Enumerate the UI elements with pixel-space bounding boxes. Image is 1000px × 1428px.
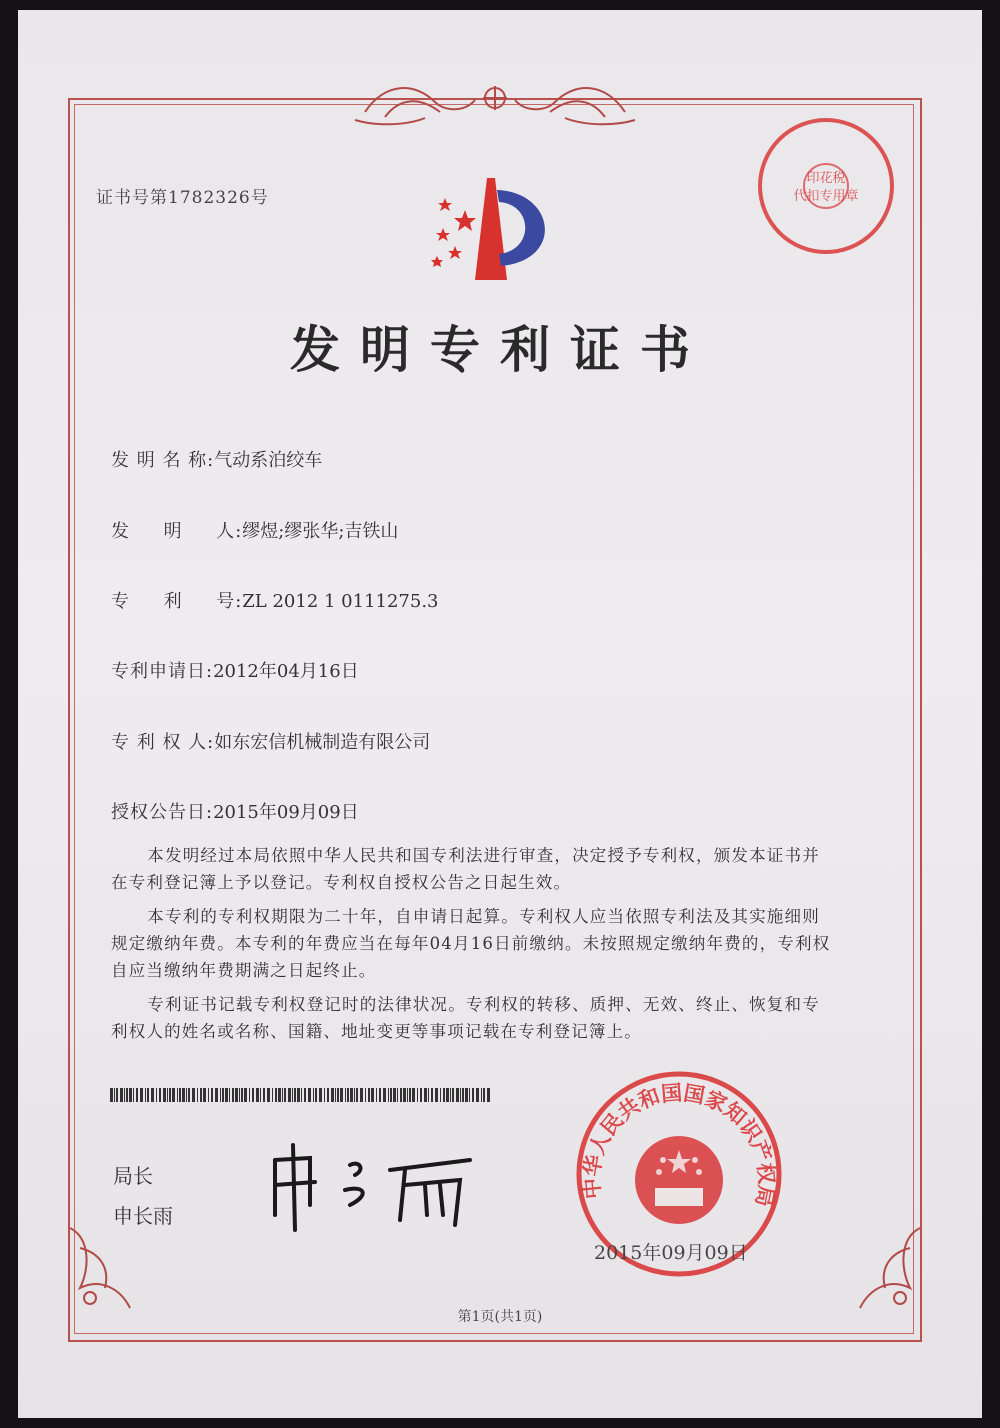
barcode-bar: [211, 1088, 213, 1102]
field-value: 缪煜;缪张华;吉铁山: [242, 521, 399, 542]
barcode-bar: [350, 1088, 353, 1102]
barcode-bar: [403, 1088, 406, 1102]
barcode-bar: [249, 1088, 250, 1102]
issue-date: 2015年09月09日: [594, 1242, 748, 1264]
barcode-bar: [443, 1088, 445, 1102]
barcode-bar: [412, 1088, 415, 1102]
barcode-bar: [220, 1088, 221, 1102]
field-value: ZL 2012 1 0111275.3: [242, 591, 439, 612]
barcode-bar: [256, 1088, 259, 1102]
barcode-bar: [186, 1088, 187, 1102]
barcode-bar: [275, 1088, 277, 1102]
barcode-bar: [263, 1088, 265, 1102]
barcode-bar: [319, 1088, 322, 1102]
barcode-bar: [465, 1088, 468, 1102]
top-ornament-icon: [345, 72, 645, 130]
barcode-bar: [188, 1088, 190, 1102]
barcode-bar: [469, 1088, 470, 1102]
field-label: 发 明 人:: [111, 521, 243, 542]
barcode-bar: [297, 1088, 300, 1102]
barcode-bar: [136, 1088, 138, 1102]
barcode-bar: [116, 1088, 118, 1102]
field-value: 2012年04月16日: [213, 661, 359, 682]
corner-ornament-icon: [820, 1208, 930, 1318]
barcode-bar: [172, 1088, 175, 1102]
field-label: 发 明 名 称:: [111, 450, 215, 471]
svg-text:印花税: 印花税: [806, 171, 846, 186]
barcode-bar: [282, 1088, 283, 1102]
body-paragraph: 本发明经过本局依照中华人民共和国专利法进行审查，决定授予专利权，颁发本证书并在专利登记簿上予以登记。专利权自授权公告之日起生效。: [111, 846, 820, 892]
barcode-bar: [239, 1088, 240, 1102]
barcode-bar: [324, 1088, 325, 1102]
barcode-bar: [483, 1088, 485, 1102]
barcode-bar: [222, 1088, 224, 1102]
barcode-bar: [487, 1088, 490, 1102]
barcode-bar: [308, 1088, 311, 1102]
barcode-bar: [272, 1088, 273, 1102]
director-signature: [255, 1130, 495, 1240]
barcode-bar: [428, 1088, 429, 1102]
barcode-bar: [179, 1088, 181, 1102]
barcode-bar: [354, 1088, 355, 1102]
barcode-bar: [476, 1088, 479, 1102]
barcode-bar: [126, 1088, 128, 1102]
barcode-bar: [388, 1088, 389, 1102]
barcode-bar: [424, 1088, 427, 1102]
barcode-bar: [140, 1088, 143, 1102]
barcode-bar: [397, 1088, 398, 1102]
barcode-bar: [260, 1088, 261, 1102]
certificate-number: 证书号第1782326号: [96, 188, 269, 208]
barcode-bar: [417, 1088, 418, 1102]
barcode-bar: [124, 1088, 125, 1102]
barcode-bar: [203, 1088, 206, 1102]
barcode-bar: [208, 1088, 209, 1102]
barcode-bar: [407, 1088, 408, 1102]
barcode-bar: [393, 1088, 396, 1102]
barcode-bar: [376, 1088, 377, 1102]
tax-stamp-seal-icon: [752, 112, 900, 260]
field-value: 气动系泊绞车: [214, 450, 323, 471]
barcode-bar: [151, 1088, 154, 1102]
field-label: 专 利 号:: [111, 591, 243, 612]
barcode-bar: [156, 1088, 157, 1102]
barcode-bar: [133, 1088, 134, 1102]
barcode-bar: [229, 1088, 230, 1102]
barcode-bar: [120, 1088, 123, 1102]
field-invention-name: [111, 446, 322, 472]
barcode-bar: [440, 1088, 441, 1102]
barcode-bar: [450, 1088, 451, 1102]
barcode-bar: [147, 1088, 149, 1102]
barcode-bar: [284, 1088, 286, 1102]
barcode-bar: [327, 1088, 329, 1102]
barcode-bar: [197, 1088, 198, 1102]
barcode-bar: [315, 1088, 317, 1102]
barcode-bar: [446, 1088, 449, 1102]
field-label: 授权公告日:: [111, 802, 214, 823]
barcode-bar: [278, 1088, 281, 1102]
barcode-bar: [379, 1088, 381, 1102]
field-inventors: [111, 517, 398, 543]
barcode-bar: [472, 1088, 474, 1102]
barcode-bar: [383, 1088, 386, 1102]
field-label: 专利申请日:: [111, 661, 214, 682]
barcode-bar: [304, 1088, 306, 1102]
barcode-bar: [313, 1088, 314, 1102]
barcode-bar: [235, 1088, 238, 1102]
barcode-bar: [431, 1088, 433, 1102]
field-application-date: [111, 657, 359, 683]
barcode-bar: [225, 1088, 228, 1102]
barcode-bar: [345, 1088, 346, 1102]
barcode-bar: [460, 1088, 461, 1102]
barcode-bar: [232, 1088, 234, 1102]
barcode-bar: [456, 1088, 459, 1102]
barcode-bar: [347, 1088, 349, 1102]
barcode-bar: [368, 1088, 370, 1102]
barcode-bar: [390, 1088, 392, 1102]
national-emblem-icon: [635, 1136, 723, 1224]
patent-office-logo-icon: [415, 170, 575, 290]
certificate-title: 发明专利证书: [290, 321, 710, 379]
barcode-bar: [159, 1088, 161, 1102]
barcode-bar: [371, 1088, 374, 1102]
barcode-bar: [114, 1088, 115, 1102]
barcode-bar: [267, 1088, 270, 1102]
body-paragraph: 本专利的专利权期限为二十年，自申请日起算。专利权人应当依照专利法及其实施细则规定缴纳年费。本专利的年费应当在每年04月16日前缴纳。未按照规定缴纳年费的，专利权自应当缴纳年费期满之日起终止。: [111, 907, 831, 980]
director-name: 申长雨: [113, 1204, 173, 1228]
barcode-bar: [182, 1088, 185, 1102]
barcode-bar: [145, 1088, 146, 1102]
barcode-bar: [288, 1088, 291, 1102]
field-value: 2015年09月09日: [213, 802, 359, 823]
barcode-bar: [110, 1088, 113, 1102]
barcode-bar: [340, 1088, 343, 1102]
barcode-bar: [365, 1088, 366, 1102]
field-grant-date: [111, 798, 359, 824]
barcode-bar: [481, 1088, 482, 1102]
barcode-bar: [167, 1088, 168, 1102]
barcode-bar: [335, 1088, 336, 1102]
barcode-bar: [360, 1088, 363, 1102]
page-number: 第1页(共1页): [457, 1309, 543, 1325]
barcode-bar: [215, 1088, 218, 1102]
barcode-bar: [462, 1088, 464, 1102]
field-patent-number: [111, 587, 439, 613]
field-patentee: [111, 728, 430, 754]
barcode-bar: [435, 1088, 438, 1102]
barcode-bar: [400, 1088, 402, 1102]
barcode-bar: [129, 1088, 132, 1102]
barcode: [110, 1088, 490, 1102]
barcode-bar: [294, 1088, 296, 1102]
barcode-bar: [337, 1088, 339, 1102]
barcode-bar: [301, 1088, 302, 1102]
barcode-bar: [177, 1088, 178, 1102]
field-label: 专 利 权 人:: [111, 732, 215, 753]
svg-text:代扣专用章: 代扣专用章: [793, 189, 859, 204]
barcode-bar: [331, 1088, 334, 1102]
barcode-bar: [452, 1088, 454, 1102]
barcode-bar: [200, 1088, 202, 1102]
body-paragraph: 专利证书记载专利权登记时的法律状况。专利权的转移、质押、无效、终止、恢复和专利权人的姓名或名称、国籍、地址变更等事项记载在专利登记簿上。: [111, 995, 820, 1041]
barcode-bar: [409, 1088, 411, 1102]
seal-text: 中华人民共和国国家知识产权局: [579, 1080, 779, 1209]
barcode-bar: [244, 1088, 247, 1102]
barcode-bar: [252, 1088, 254, 1102]
director-title: 局长: [113, 1164, 153, 1188]
barcode-bar: [292, 1088, 293, 1102]
field-value: 如东宏信机械制造有限公司: [214, 732, 431, 753]
barcode-bar: [420, 1088, 422, 1102]
barcode-bar: [163, 1088, 166, 1102]
certificate-body: [111, 842, 837, 1052]
barcode-bar: [169, 1088, 171, 1102]
barcode-bar: [241, 1088, 243, 1102]
barcode-bar: [356, 1088, 358, 1102]
barcode-bar: [192, 1088, 195, 1102]
